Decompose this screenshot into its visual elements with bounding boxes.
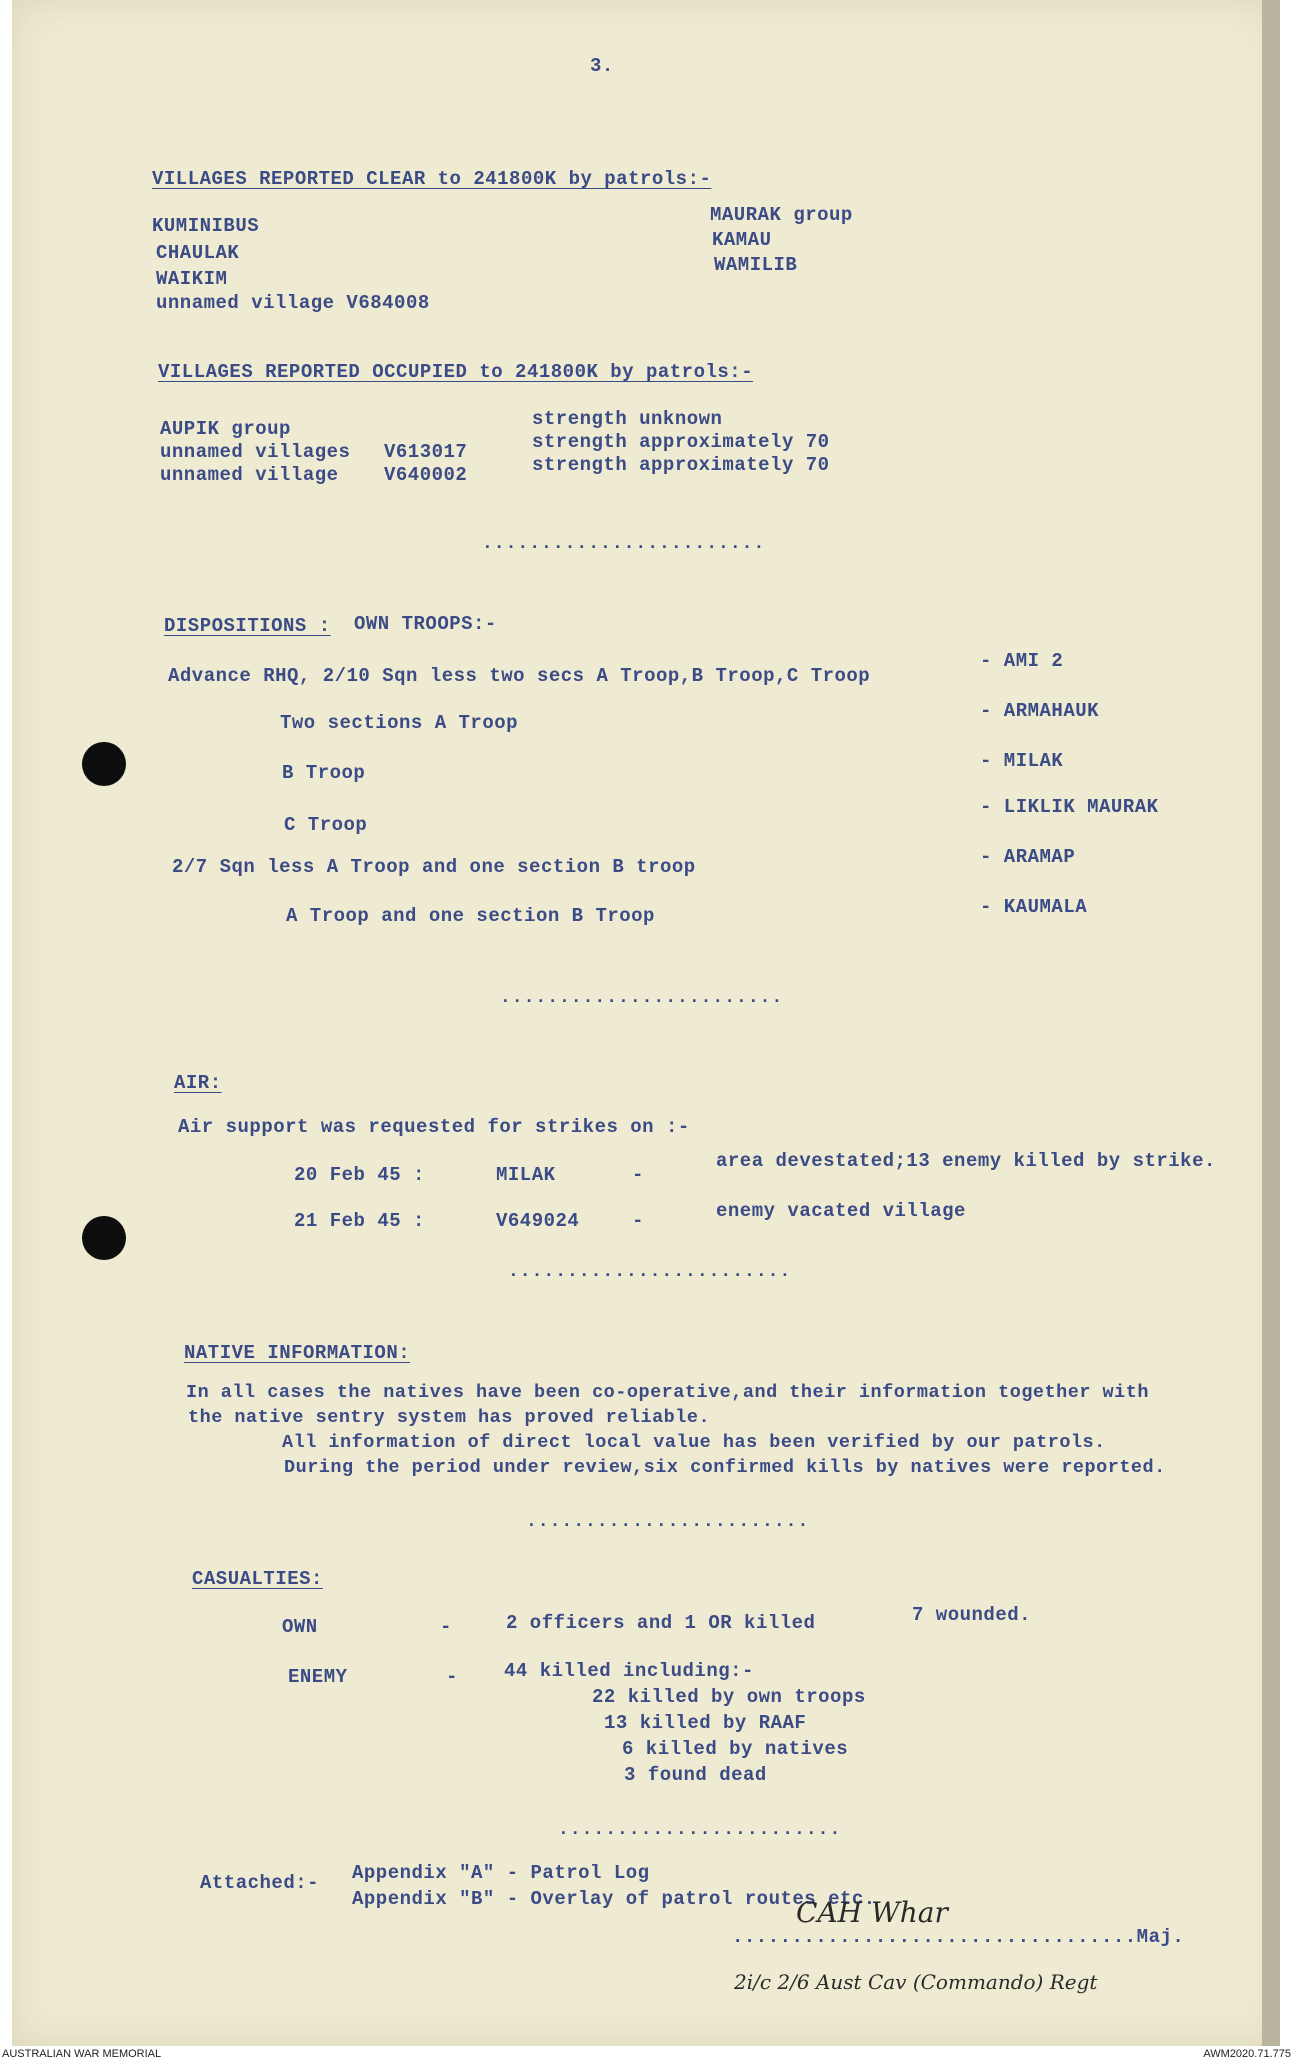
enemy-total: 44 killed including:-	[504, 1660, 754, 1682]
air-result: area devestated;13 enemy killed by strike.	[716, 1150, 1216, 1172]
air-date: 20 Feb 45 :	[294, 1164, 425, 1186]
air-intro: Air support was requested for strikes on :-	[178, 1116, 690, 1138]
casualties-heading: CASUALTIES:	[192, 1568, 323, 1590]
page-edge	[1262, 0, 1280, 2046]
signature-line: ..................................Maj.	[732, 1926, 1185, 1948]
separator: ........................	[482, 534, 766, 554]
air-target: V649024	[496, 1210, 580, 1232]
disposition-unit: B Troop	[282, 762, 366, 784]
clear-village: KAMAU	[712, 229, 772, 251]
occupied-ref: V613017	[384, 441, 468, 463]
occupied-ref: V640002	[384, 464, 468, 486]
occupied-name: AUPIK group	[160, 418, 291, 440]
air-dash: -	[632, 1164, 644, 1186]
enemy-label: ENEMY	[288, 1666, 348, 1688]
separator: ........................	[558, 1820, 842, 1840]
clear-village: unnamed village V684008	[156, 292, 430, 314]
native-line: In all cases the natives have been co-operative,and their information together with	[186, 1382, 1149, 1403]
clear-village: CHAULAK	[156, 242, 240, 264]
enemy-breakdown: 6 killed by natives	[622, 1738, 849, 1760]
own-troops-heading: OWN TROOPS:-	[354, 613, 497, 635]
native-line: All information of direct local value has been verified by our patrols.	[282, 1432, 1106, 1453]
occupied-strength: strength approximately 70	[532, 431, 830, 453]
separator: ........................	[508, 1262, 792, 1282]
disposition-location: - ARAMAP	[980, 846, 1076, 868]
disposition-unit: Advance RHQ, 2/10 Sqn less two secs A Troop,B Troop,C Troop	[168, 665, 871, 687]
handwritten-signature: CAH Whar	[796, 1896, 948, 1929]
own-label: OWN	[282, 1616, 318, 1638]
occupied-name: unnamed village	[160, 464, 339, 486]
punch-hole-top	[82, 742, 126, 786]
native-line: the native sentry system has proved reliable.	[188, 1407, 711, 1428]
occupied-name: unnamed villages	[160, 441, 351, 463]
enemy-dash: -	[446, 1666, 458, 1688]
clear-village: KUMINIBUS	[152, 215, 260, 237]
page-number: 3.	[590, 55, 614, 77]
dispositions-heading: DISPOSITIONS :	[164, 615, 331, 637]
disposition-location: - ARMAHAUK	[980, 700, 1100, 722]
separator: ........................	[500, 988, 784, 1008]
attached-item: Appendix "A" - Patrol Log	[352, 1862, 650, 1884]
disposition-location: - AMI 2	[980, 650, 1064, 672]
air-heading: AIR:	[174, 1072, 222, 1094]
enemy-breakdown: 22 killed by own troops	[592, 1686, 866, 1708]
clear-village: WAIKIM	[156, 268, 228, 290]
own-dash: -	[440, 1616, 452, 1638]
punch-hole-bottom	[82, 1216, 126, 1260]
air-result: enemy vacated village	[716, 1200, 966, 1222]
disposition-unit: Two sections A Troop	[280, 712, 519, 734]
attached-item: Appendix "B" - Overlay of patrol routes etc.	[352, 1888, 876, 1910]
separator: ........................	[526, 1512, 810, 1532]
handwritten-title: 2i/c 2/6 Aust Cav (Commando) Regt	[734, 1970, 1098, 1994]
occupied-strength: strength approximately 70	[532, 454, 830, 476]
enemy-breakdown: 3 found dead	[624, 1764, 767, 1786]
occupied-strength: strength unknown	[532, 408, 723, 430]
disposition-location: - MILAK	[980, 750, 1064, 772]
clear-village: MAURAK group	[710, 204, 853, 226]
disposition-location: - KAUMALA	[980, 896, 1088, 918]
air-dash: -	[632, 1210, 644, 1232]
native-heading: NATIVE INFORMATION:	[184, 1342, 411, 1364]
document-page	[12, 0, 1280, 2046]
villages-occupied-heading: VILLAGES REPORTED OCCUPIED to 241800K by patrols:-	[158, 361, 754, 383]
native-line: During the period under review,six confirmed kills by natives were reported.	[284, 1457, 1166, 1478]
disposition-unit: C Troop	[284, 814, 368, 836]
own-casualties: 2 officers and 1 OR killed	[506, 1612, 816, 1634]
villages-clear-heading: VILLAGES REPORTED CLEAR to 241800K by patrols:-	[152, 168, 712, 190]
air-date: 21 Feb 45 :	[294, 1210, 425, 1232]
own-wounded: 7 wounded.	[912, 1604, 1032, 1626]
air-target: MILAK	[496, 1164, 556, 1186]
footer-right: AWM2020.71.775	[1203, 2048, 1291, 2060]
footer-left: AUSTRALIAN WAR MEMORIAL	[2, 2048, 162, 2060]
attached-label: Attached:-	[200, 1872, 320, 1894]
disposition-location: - LIKLIK MAURAK	[980, 796, 1159, 818]
disposition-unit: A Troop and one section B Troop	[286, 905, 655, 927]
disposition-unit: 2/7 Sqn less A Troop and one section B troop	[172, 856, 696, 878]
clear-village: WAMILIB	[714, 254, 798, 276]
enemy-breakdown: 13 killed by RAAF	[604, 1712, 807, 1734]
